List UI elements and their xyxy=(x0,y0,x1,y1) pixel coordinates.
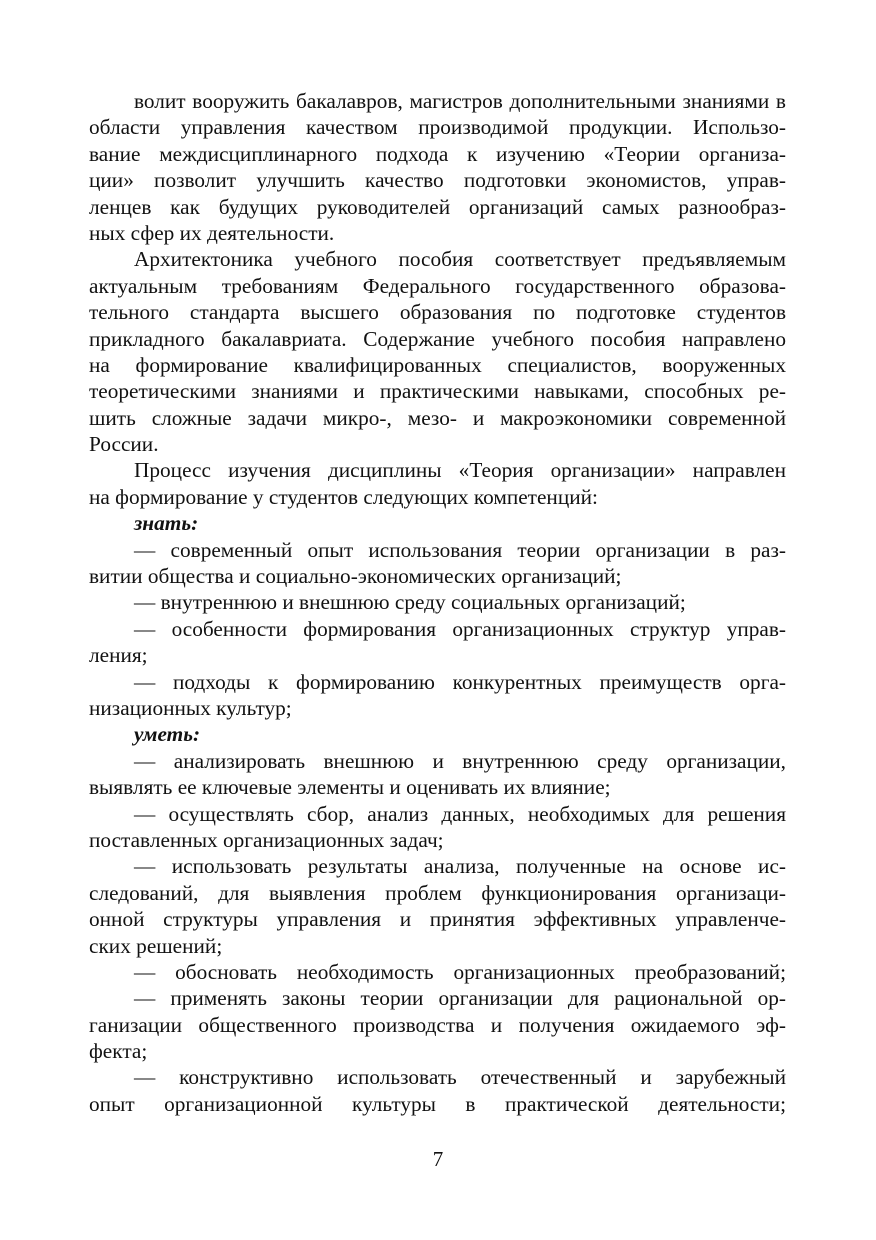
able-item-3 xyxy=(89,853,786,959)
text-line: ленцев как будущих руководителей организаций самых разнообраз- xyxy=(89,194,786,219)
text-line: уметь: xyxy=(134,722,201,747)
text-line: на формирование у студентов следующих компетенций: xyxy=(89,484,598,509)
text-line: — использовать результаты анализа, полученные на основе ис- xyxy=(134,854,786,879)
text-line: — современный опыт использования теории организации в раз- xyxy=(134,537,786,562)
able-item-4 xyxy=(89,959,786,985)
text-line: актуальным требованиям Федерального государственного образова- xyxy=(89,273,786,298)
paragraph-architectonics xyxy=(89,246,786,457)
able-item-5 xyxy=(89,985,786,1064)
label-be-able xyxy=(89,721,786,747)
text-line: прикладного бакалавриата. Содержание учебного пособия направлено xyxy=(89,326,786,351)
text-line: — конструктивно использовать отечественный и зарубежный xyxy=(134,1065,786,1090)
text-line: на формирование квалифицированных специалистов, вооруженных xyxy=(89,352,786,377)
text-line: онной структуры управления и принятия эффективных управленче- xyxy=(89,907,786,932)
know-item-2 xyxy=(89,589,786,615)
able-item-6 xyxy=(89,1064,786,1117)
text-line: — особенности формирования организационных структур управ- xyxy=(134,616,786,641)
text-line: ганизации общественного производства и получения ожидаемого эф- xyxy=(89,1012,786,1037)
text-line: ных сфер их деятельности. xyxy=(89,220,335,245)
text-line: вание междисциплинарного подхода к изучению «Теории организа- xyxy=(89,141,786,166)
text-line: — обосновать необходимость организационных преобразований; xyxy=(134,959,786,984)
text-line: знать: xyxy=(134,511,199,536)
text-line: опыт организационной культуры в практической деятельности; xyxy=(89,1091,786,1116)
text-line: ления; xyxy=(89,643,148,668)
text-line: области управления качеством производимой продукции. Использо- xyxy=(89,115,786,140)
text-line: следований, для выявления проблем функционирования организаци- xyxy=(89,880,786,905)
text-line: — осуществлять сбор, анализ данных, необходимых для решения xyxy=(134,801,786,826)
text-line: выявлять ее ключевые элементы и оценивать их влияние; xyxy=(89,775,611,800)
able-item-2 xyxy=(89,801,786,854)
page-number: 7 xyxy=(432,1147,444,1171)
label-know xyxy=(89,510,786,536)
text-line: — анализировать внешнюю и внутреннюю среду организации, xyxy=(134,748,786,773)
text-line: Процесс изучения дисциплины «Теория организации» направлен xyxy=(134,458,786,483)
text-line: теоретическими знаниями и практическими навыками, способных ре- xyxy=(89,379,786,404)
paragraph-intro-continuation xyxy=(89,88,786,246)
text-line: — подходы к формированию конкурентных преимуществ орга- xyxy=(134,669,786,694)
able-item-1 xyxy=(89,748,786,801)
text-line: поставленных организационных задач; xyxy=(89,827,444,852)
know-item-3 xyxy=(89,616,786,669)
page-body xyxy=(89,88,786,1117)
paragraph-competencies-intro xyxy=(89,457,786,510)
text-line: ских решений; xyxy=(89,933,223,958)
text-line: волит вооружить бакалавров, магистров дополнительными знаниями в xyxy=(134,89,786,113)
text-line: — применять законы теории организации для рациональной ор- xyxy=(134,986,786,1011)
know-item-4 xyxy=(89,669,786,722)
text-line: Архитектоника учебного пособия соответствует предъявляемым xyxy=(134,247,786,272)
text-line: России. xyxy=(89,432,159,457)
know-item-1 xyxy=(89,537,786,590)
text-line: — внутреннюю и внешнюю среду социальных организаций; xyxy=(134,590,686,615)
text-line: витии общества и социально-экономических организаций; xyxy=(89,564,622,589)
text-line: шить сложные задачи микро-, мезо- и макроэкономики современной xyxy=(89,405,786,430)
text-line: ции» позволит улучшить качество подготовки экономистов, управ- xyxy=(89,168,786,193)
text-line: тельного стандарта высшего образования по подготовке студентов xyxy=(89,300,786,325)
text-line: фекта; xyxy=(89,1039,148,1064)
text-line: низационных культур; xyxy=(89,695,292,720)
